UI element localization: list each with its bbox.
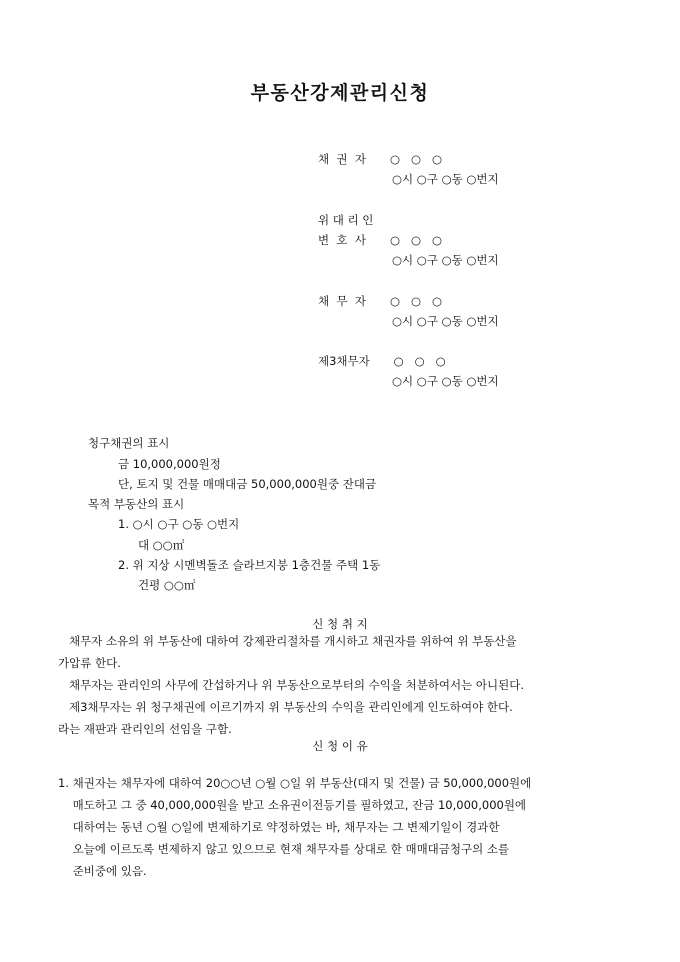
agent-block bbox=[318, 213, 658, 273]
purpose-line: 제3채무자는 위 청구채권에 이르기까지 위 부동산의 수익을 관리인에게 인도하여야 한다. bbox=[58, 700, 513, 714]
purpose-heading: 신 청 취 지 bbox=[312, 617, 368, 631]
third-debtor-address: ○시 ○구 ○동 ○번지 bbox=[392, 374, 499, 388]
claim-heading: 청구채권의 표시 bbox=[88, 436, 170, 450]
purpose-body bbox=[58, 630, 658, 740]
property-item-2: 2. 위 지상 시멘벽돌조 슬라브지붕 1층건물 주택 1동 bbox=[118, 558, 381, 572]
debtor-address: ○시 ○구 ○동 ○번지 bbox=[392, 314, 499, 328]
property-item-1-area: 대 ○○㎡ bbox=[138, 538, 185, 552]
debtor-name: ○ ○ ○ bbox=[390, 294, 443, 308]
debtor-line bbox=[318, 294, 658, 308]
property-item-1: 1. ○시 ○구 ○동 ○번지 bbox=[118, 517, 240, 531]
agent-line bbox=[318, 233, 658, 247]
third-debtor-line bbox=[318, 354, 658, 368]
reason-line: 1. 채권자는 채무자에 대하여 20○○년 ○월 ○일 위 부동산(대지 및 건물) 금 50,000,000원에 bbox=[58, 776, 532, 790]
third-debtor-block bbox=[318, 354, 658, 394]
creditor-label: 채 권 자 bbox=[318, 152, 366, 166]
agent-name: ○ ○ ○ bbox=[390, 233, 443, 247]
document-title: 부동산강제관리신청 bbox=[250, 82, 430, 104]
claim-detail: 단, 토지 및 건물 매매대금 50,000,000원중 잔대금 bbox=[118, 477, 377, 491]
reason-line: 매도하고 그 중 40,000,000원을 받고 소유권이전등기를 필하였고, 잔금 10,000,000원에 bbox=[58, 798, 527, 812]
agent-address: ○시 ○구 ○동 ○번지 bbox=[392, 253, 499, 267]
reason-heading: 신 청 이 유 bbox=[312, 739, 368, 753]
agent-label: 변 호 사 bbox=[318, 233, 366, 247]
debtor-block bbox=[318, 294, 658, 334]
creditor-name: ○ ○ ○ bbox=[390, 152, 443, 166]
creditor-address: ○시 ○구 ○동 ○번지 bbox=[392, 172, 499, 186]
property-heading: 목적 부동산의 표시 bbox=[88, 497, 185, 511]
reason-line: 준비중에 있음. bbox=[58, 864, 147, 878]
reason-line: 대하여는 동년 ○월 ○일에 변제하기로 약정하였는 바, 채무자는 그 변제기일이 경과한 bbox=[58, 820, 500, 834]
purpose-line: 채무자는 관리인의 사무에 간섭하거나 위 부동산으로부터의 수익을 처분하여서는 아니된다. bbox=[58, 678, 525, 692]
purpose-line: 라는 재판과 관리인의 선임을 구함. bbox=[58, 722, 232, 736]
creditor-block bbox=[318, 152, 658, 192]
third-debtor-name: ○ ○ ○ bbox=[390, 354, 446, 368]
property-item-2-area: 건평 ○○㎡ bbox=[138, 578, 196, 592]
purpose-line: 가압류 한다. bbox=[58, 656, 121, 670]
purpose-line: 채무자 소유의 위 부동산에 대하여 강제관리절차를 개시하고 채권자를 위하여 위 부동산을 bbox=[58, 634, 517, 648]
creditor-line bbox=[318, 152, 658, 166]
reason-body bbox=[58, 772, 658, 882]
debtor-label: 채 무 자 bbox=[318, 294, 366, 308]
claim-amount: 금 10,000,000원정 bbox=[118, 457, 221, 471]
reason-line: 오늘에 이르도록 변제하지 않고 있으므로 현재 채무자를 상대로 한 매매대금청구의 소를 bbox=[58, 842, 510, 856]
agent-title: 위 대 리 인 bbox=[318, 213, 374, 227]
third-debtor-label: 제3채무자 bbox=[318, 354, 370, 368]
